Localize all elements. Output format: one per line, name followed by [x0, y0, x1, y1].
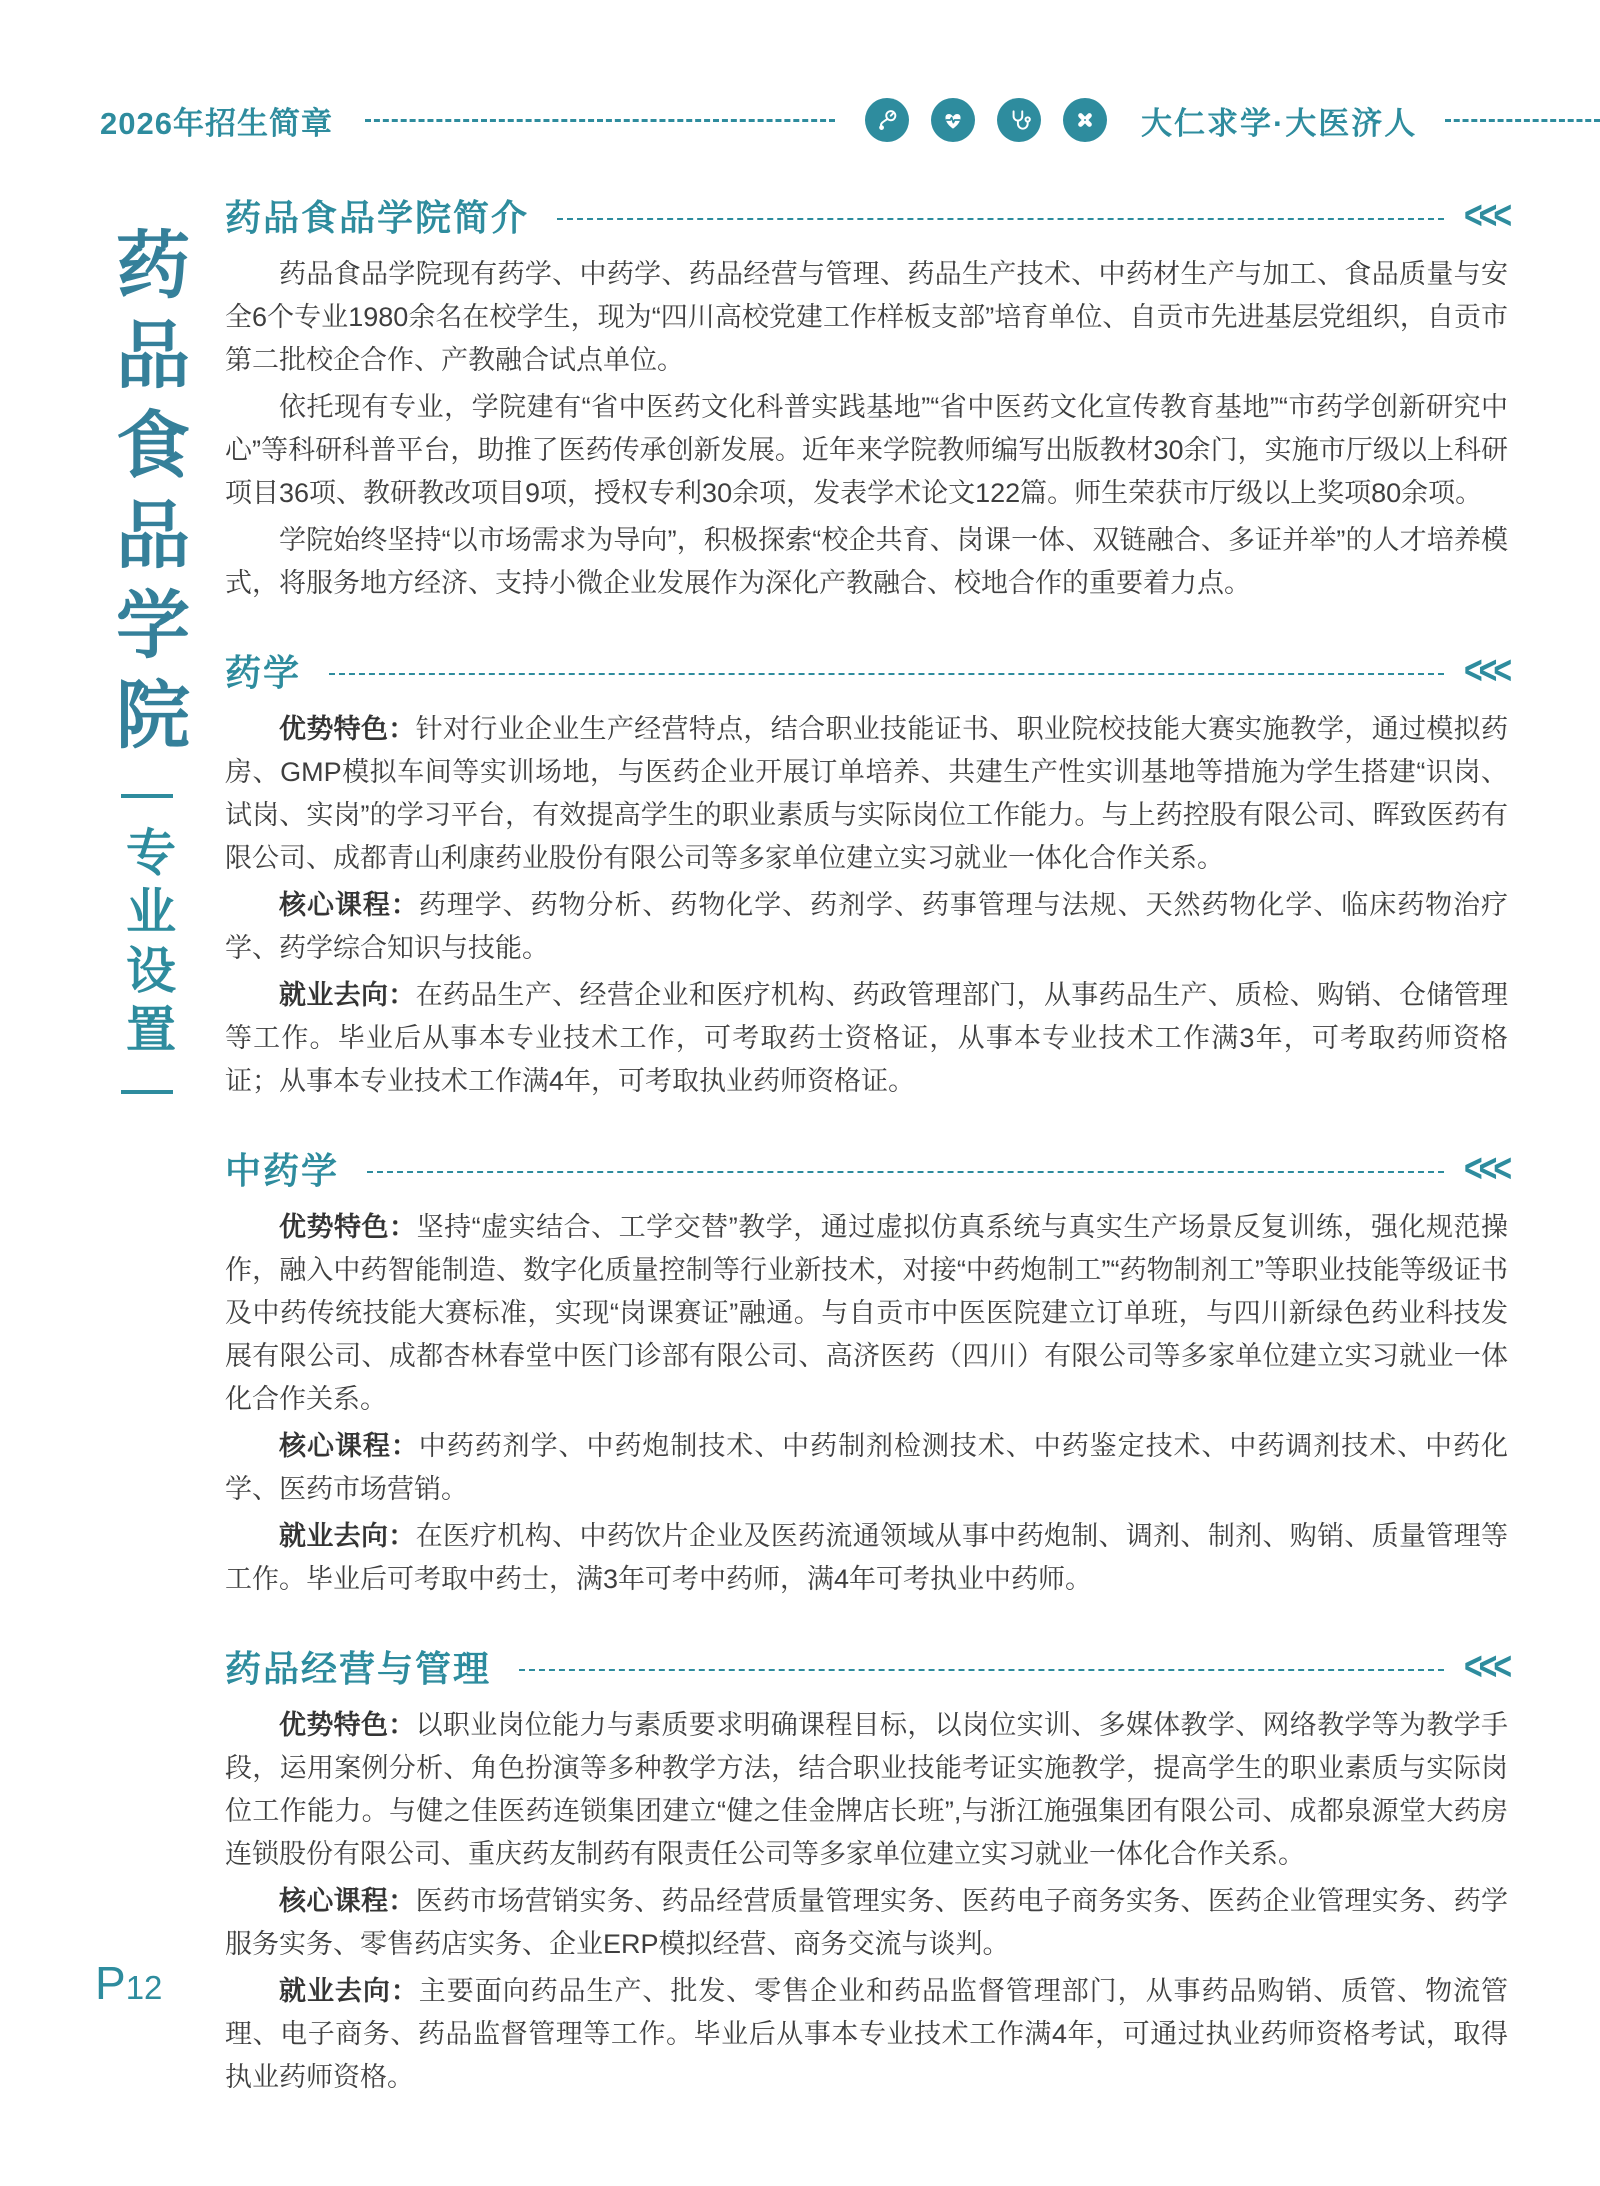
section-title: 药品经营与管理 [225, 1648, 492, 1689]
heart-pulse-icon [931, 98, 975, 142]
triple-chevron-icon: <<< [1463, 1145, 1508, 1191]
heading-dashed-rule [367, 1171, 1444, 1173]
item-label: 优势特色： [279, 1212, 417, 1242]
triple-chevron-icon: <<< [1463, 1643, 1508, 1689]
item-label: 优势特色： [279, 1710, 416, 1740]
sidebar-divider-bottom [121, 1090, 173, 1094]
item-text: 在医疗机构、中药饮片企业及医药流通领域从事中药炮制、调剂、制剂、购销、质量管理等工作。毕业后可考取中药士，满3年可考中药师，满4年可考执业中药师。 [225, 1521, 1509, 1594]
header-title: 2026年招生简章 [100, 105, 333, 141]
career-paragraph [225, 974, 1508, 1103]
item-text: 以职业岗位能力与素质要求明确课程目标，以岗位实训、多媒体教学、网络教学等为教学手段，运用案例分析、角色扮演等多种教学方法，结合职业技能考证实施教学，提高学生的职业素质与实际岗位工作能力。与健之佳医药连锁集团建立“健之佳金牌店长班”,与浙江施强集团有限公司、成都泉源堂大药房连锁股份有限公司、重庆药友制药有限责任公司等多家单位建立实习就业一体化合作关系。 [225, 1710, 1509, 1869]
header-slogan: 大仁求学·大医济人 [1140, 105, 1418, 141]
item-text: 药理学、药物分析、药物化学、药剂学、药事管理与法规、天然药物化学、临床药物治疗学、药学综合知识与技能。 [225, 890, 1509, 963]
header-dashed-rule-right [1445, 119, 1600, 122]
courses-paragraph [225, 884, 1508, 970]
intro-paragraph: 药品食品学院现有药学、中药学、药品经营与管理、药品生产技术、中药材生产与加工、食品质量与安全6个专业1980余名在校学生，现为“四川高校党建工作样板支部”培育单位、自贡市先进基层党组织，自贡市第二批校企合作、产教融合试点单位。 [225, 259, 1508, 375]
item-label: 核心课程： [279, 1431, 419, 1461]
feature-paragraph [225, 708, 1508, 880]
heading-dashed-rule [557, 218, 1444, 220]
section-heading [225, 1641, 1508, 1692]
item-text: 针对行业企业生产经营特点，结合职业技能证书、职业院校技能大赛实施教学，通过模拟药房、GMP模拟车间等实训场地，与医药企业开展订单培养、共建生产性实训基地等措施为学生搭建“识岗、试岗、实岗”的学习平台，有效提高学生的职业素质与实际岗位工作能力。与上药控股有限公司、晖致医药有限公司、成都青山利康药业股份有限公司等多家单位建立实习就业一体化合作关系。 [225, 714, 1509, 873]
item-text: 主要面向药品生产、批发、零售企业和药品监督管理部门，从事药品购销、质管、物流管理、电子商务、药品监督管理等工作。毕业后从事本专业技术工作满4年，可通过执业药师资格考试，取得执业药师资格。 [225, 1976, 1509, 2092]
section-heading [225, 645, 1508, 696]
item-text: 中药药剂学、中药炮制技术、中药制剂检测技术、中药鉴定技术、中药调剂技术、中药化学、医药市场营销。 [225, 1431, 1509, 1504]
item-label: 优势特色： [279, 714, 416, 744]
college-name-vertical: 药品食品学院 [104, 226, 190, 766]
section-title: 药品食品学院简介 [225, 197, 530, 238]
section-heading [225, 1143, 1508, 1194]
courses-paragraph [225, 1425, 1508, 1511]
item-label: 就业去向： [279, 980, 416, 1010]
feature-paragraph [225, 1704, 1508, 1876]
section-heading [225, 190, 1508, 241]
section-tcm [225, 1143, 1508, 1601]
section-drug-management [225, 1641, 1508, 2099]
section-title: 药学 [225, 652, 302, 693]
intro-paragraph: 依托现有专业，学院建有“省中医药文化科普实践基地”“省中医药文化宣传教育基地”“市药学创新研究中心”等科研科普平台，助推了医药传承创新发展。近年来学院教师编写出版教材30余门，实施市厅级以上科研项目36项、教研教改项目9项，授权专利30余项，发表学术论文122篇。师生荣获市厅级以上奖项80余项。 [225, 392, 1508, 508]
page-header [100, 96, 1600, 144]
heading-dashed-rule [519, 1669, 1444, 1671]
page-number-value: 12 [125, 1969, 163, 2006]
item-text: 坚持“虚实结合、工学交替”教学，通过虚拟仿真系统与真实生产场景反复训练，强化规范操作，融入中药智能制造、数字化质量控制等行业新技术，对接“中药炮制工”“药物制剂工”等职业技能等级证书及中药传统技能大赛标准，实现“岗课赛证”融通。与自贡市中医医院建立订单班，与四川新绿色药业科技发展有限公司、成都杏林春堂中医门诊部有限公司、高济医药（四川）有限公司等多家单位建立实习就业一体化合作关系。 [225, 1212, 1509, 1414]
medical-icon-row [865, 98, 1107, 142]
stethoscope-icon [997, 98, 1041, 142]
heading-dashed-rule [329, 673, 1444, 675]
sidebar-divider-top [121, 794, 173, 798]
triple-chevron-icon: <<< [1463, 647, 1508, 693]
section-title: 中药学 [225, 1150, 340, 1191]
bandage-icon [1063, 98, 1107, 142]
sidebar-subtitle-vertical: 专业设置 [119, 826, 175, 1062]
career-paragraph [225, 1515, 1508, 1601]
sidebar [95, 190, 199, 2139]
item-label: 就业去向： [279, 1976, 419, 2006]
career-paragraph [225, 1970, 1508, 2099]
item-text: 在药品生产、经营企业和医疗机构、药政管理部门，从事药品生产、质检、购销、仓储管理等工作。毕业后从事本专业技术工作，可考取药士资格证，从事本专业技术工作满3年，可考取药师资格证；从事本专业技术工作满4年，可考取执业药师资格证。 [225, 980, 1509, 1096]
triple-chevron-icon: <<< [1463, 192, 1508, 238]
item-label: 核心课程： [279, 890, 419, 920]
item-label: 就业去向： [279, 1521, 416, 1551]
page-number [95, 1956, 162, 2010]
section-college-intro [225, 190, 1508, 605]
header-dashed-rule-left [365, 119, 835, 122]
page-number-prefix: P [95, 1957, 126, 2009]
item-text: 医药市场营销实务、药品经营质量管理实务、医药电子商务实务、医药企业管理实务、药学服务实务、零售药店实务、企业ERP模拟经营、商务交流与谈判。 [225, 1886, 1509, 1959]
courses-paragraph [225, 1880, 1508, 1966]
item-label: 核心课程： [279, 1886, 416, 1916]
section-pharmacy [225, 645, 1508, 1103]
content-row [95, 190, 1600, 2139]
main-content [225, 190, 1508, 2139]
feature-paragraph [225, 1206, 1508, 1421]
blood-pressure-monitor-icon [865, 98, 909, 142]
intro-paragraph: 学院始终坚持“以市场需求为导向”，积极探索“校企共育、岗课一体、双链融合、多证并举”的人才培养模式，将服务地方经济、支持小微企业发展作为深化产教融合、校地合作的重要着力点。 [225, 525, 1508, 598]
